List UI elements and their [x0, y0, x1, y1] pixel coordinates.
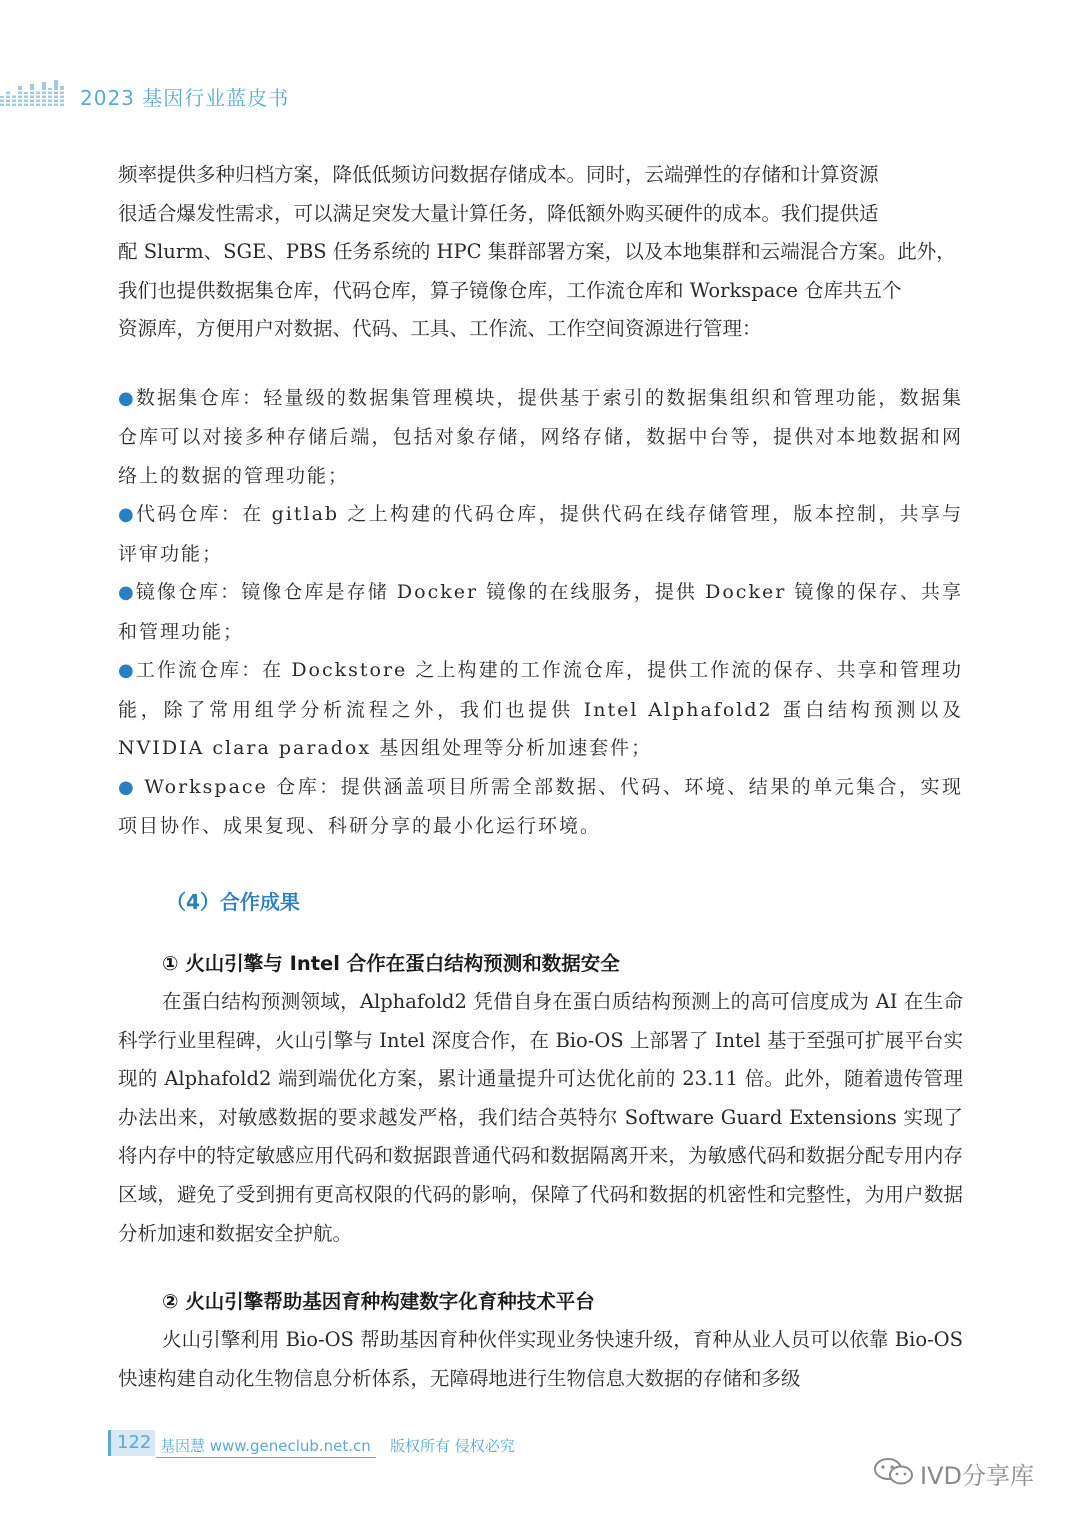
- main-content: [118, 156, 963, 1398]
- page-footer: [108, 1430, 808, 1460]
- intro-line: 我们也提供数据集仓库，代码仓库，算子镜像仓库，工作流仓库和 Workspace 仓库共五个: [118, 278, 902, 302]
- case2-paragraph: 火山引擎利用 Bio-OS 帮助基因育种伙伴实现业务快速升级，育种从业人员可以依靠 Bio-OS 快速构建自动化生物信息分析体系，无障碍地进行生物信息大数据的存储和多级: [118, 1328, 963, 1390]
- page-number-box: [108, 1430, 155, 1456]
- list-item: [118, 573, 963, 651]
- case1-heading: ① 火山引擎与 Intel 合作在蛋白结构预测和数据安全: [162, 951, 620, 975]
- repository-list: [118, 379, 963, 846]
- list-item: [118, 651, 963, 768]
- bullet-icon: ●: [118, 660, 136, 682]
- section-heading: （4）合作成果: [166, 889, 300, 914]
- book-title: 2023 基因行业蓝皮书: [80, 86, 290, 110]
- bullet-icon: ●: [118, 582, 136, 604]
- intro-line: 很适合爆发性需求，可以满足突发大量计算任务，降低额外购买硬件的成本。我们提供适: [118, 201, 879, 225]
- list-item-text: 镜像仓库：镜像仓库是存储 Docker 镜像的在线服务，提供 Docker 镜像的保存、共享和管理功能；: [118, 581, 963, 643]
- footer-underline: [156, 1457, 376, 1458]
- watermark: [872, 1452, 1062, 1492]
- case2-heading: ② 火山引擎帮助基因育种构建数字化育种技术平台: [162, 1290, 595, 1314]
- list-item: [118, 768, 963, 846]
- page-header: [0, 70, 1080, 120]
- intro-line: 资源库，方便用户对数据、代码、工具、工作流、工作空间资源进行管理：: [118, 317, 762, 341]
- list-item-text: 工作流仓库：在 Dockstore 之上构建的工作流仓库，提供工作流的保存、共享和管理功能，除了常用组学分析流程之外，我们也提供 Intel Alphafold2 蛋白结构预测以及 NVIDIA clara paradox 基因组处理等分析加速套件；: [118, 659, 963, 760]
- bullet-icon: ●: [118, 387, 136, 409]
- wechat-icon: [872, 1456, 918, 1488]
- watermark-text: IVD分享库: [920, 1462, 1034, 1490]
- list-item: [118, 379, 963, 496]
- bullet-icon: ●: [118, 504, 136, 526]
- list-item-text: Workspace 仓库：提供涵盖项目所需全部数据、代码、环境、结果的单元集合，实现项目协作、成果复现、科研分享的最小化运行环境。: [118, 775, 963, 838]
- bullet-icon: ●: [118, 776, 145, 798]
- page-number: 122: [117, 1432, 152, 1453]
- list-item: [118, 495, 963, 573]
- intro-line: 配 Slurm、SGE、PBS 任务系统的 HPC 集群部署方案，以及本地集群和云端混合方案。此外，: [118, 240, 956, 264]
- list-item-text: 代码仓库：在 gitlab 之上构建的代码仓库，提供代码在线存储管理，版本控制，共享与评审功能；: [118, 503, 963, 565]
- case1-paragraph: 在蛋白结构预测领域，Alphafold2 凭借自身在蛋白质结构预测上的高可信度成为 AI 在生命科学行业里程碑，火山引擎与 Intel 深度合作，在 Bio-OS 上部署了 Intel 基于至强可扩展平台实现的 Alphafold2 端到端优化方案，累计通量提升可达优化前的 23.11 倍。此外，随着遗传管理办法出来，对敏感数据的要求越发严格，我们结合英特尔 Software Guard Extensions 实现了将内存中的特定敏感应用代码和数据跟普通代码和数据隔离开来，为敏感代码和数据分配专用内存区域，避免了受到拥有更高权限的代码的影响，保障了代码和数据的机密性和完整性，为用户数据分析加速和数据安全护航。: [118, 989, 963, 1245]
- intro-line: 频率提供多种归档方案，降低低频访问数据存储成本。同时，云端弹性的存储和计算资源: [118, 163, 879, 186]
- footer-copyright: 版权所有 侵权必究: [390, 1437, 515, 1455]
- footer-site-link[interactable]: 基因慧 www.geneclub.net.cn: [160, 1437, 371, 1455]
- header-bars-decoration: [0, 78, 68, 106]
- list-item-text: 数据集仓库：轻量级的数据集管理模块，提供基于索引的数据集组织和管理功能，数据集仓库可以对接多种存储后端，包括对象存储，网络存储，数据中台等，提供对本地数据和网络上的数据的管理功能；: [118, 386, 963, 487]
